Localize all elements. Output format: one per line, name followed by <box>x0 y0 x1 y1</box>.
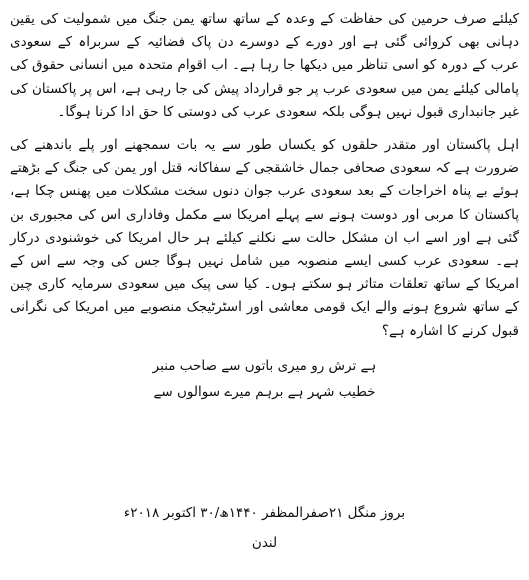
date-line: بروز منگل ۲۱صفرالمظفر ۱۴۴۰ھ/۳۰ اکتوبر ۲۰۱۸ء <box>123 505 406 521</box>
verse-line-1: ہے ترش رو میری باتوں سے صاحب منبر <box>152 357 377 374</box>
article-paragraph-1: کیلئے صرف حرمین کی حفاظت کے وعدہ کے ساتھ ساتھ یمن جنگ میں شمولیت کی یقین دہانی بھی کروائی گئی ہے اور دورے کے دوسرے دن پاک فضائیہ کے سربراہ کے سعودی عرب کے دورہ کو اسی تناظر میں دیکھا جا رہا ہے۔ اب اقوام متحدہ میں انسانی حقوق کی پامالی کیلئے یمن میں سعودی عرب پر جو قرارداد پیش کی جا رہی ہے، اس پر پاکستان کی غیر جانبداری قبول نہیں ہوگی بلکہ سعودی عرب کی دوستی کا حق ادا کرنا ہوگا۔ <box>10 11 519 120</box>
closing-verse <box>10 353 519 405</box>
article-paragraph-2: اہل پاکستان اور متقدر حلقوں کو یکساں طور سے یہ بات سمجھنے اور پلے باندھنے کی ضرورت ہے کہ سعودی صحافی جمال خاشقجی کے سفاکانہ قتل اور یمن کی جنگ کے بڑھتے ہوئے بے پناہ اخراجات کے بعد سعودی عرب جوان دنوں سخت مشکلات میں پھنس چکا ہے، پاکستان کا مربی اور دوست ہونے سے پہلے امریکا سے مکمل وفاداری اس کی مجبوری بن گئی ہے اور اسے اب ان مشکل حالت سے نکلنے کیلئے ہر حال امریکا کی خوشنودی درکار ہے۔ سعودی عرب کسی ایسے منصوبہ میں شامل نہیں ہوگا جس کی وجہ سے اس کے امریکا کے ساتھ تعلقات متاثر ہو سکتے ہوں۔ کیا سی پیک میں سعودی سرمایہ کاری چین کے ساتھ شروع ہونے والے ایک قومی معاشی اور اسٹرٹیجک منصوبے میں امریکا کی نگرانی قبول کرنے کا اشارہ ہے؟ <box>10 137 519 339</box>
verse-line-2: خطیب شہر ہے برہم میرے سوالوں سے <box>153 383 376 400</box>
place-line: لندن <box>251 535 278 551</box>
